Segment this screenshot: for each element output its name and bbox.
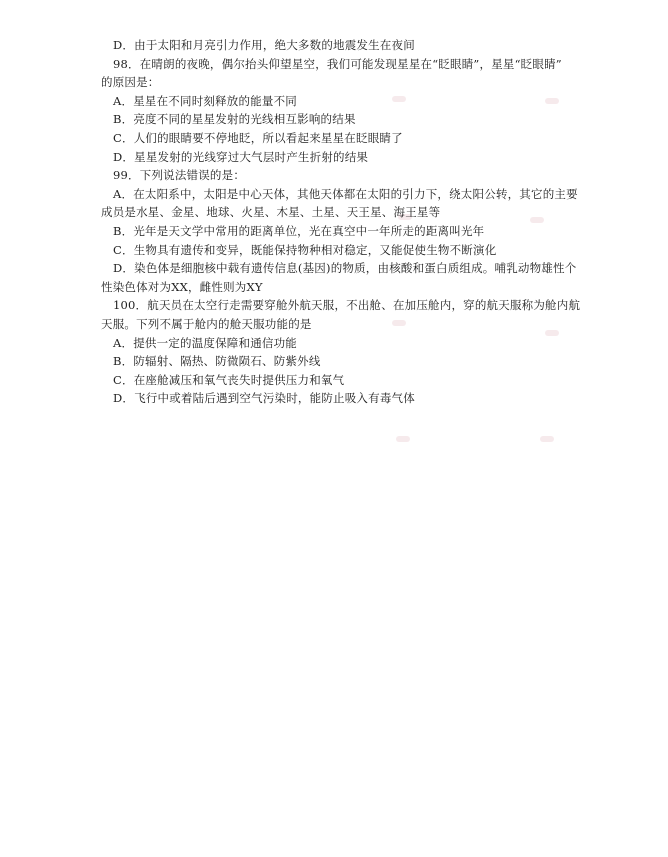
watermark-mark xyxy=(540,436,554,442)
text-line: D．染色体是细胞核中载有遗传信息(基因)的物质，由核酸和蛋白质组成。哺乳动物雄性个 xyxy=(113,261,577,276)
text-line: C．生物具有遗传和变异，既能保持物种相对稳定，又能促使生物不断演化 xyxy=(113,242,497,257)
text-line: C．在座舱减压和氧气丧失时提供压力和氧气 xyxy=(113,372,345,387)
text-line: 性染色体对为XX，雌性则为XY xyxy=(101,279,263,294)
question-text-block xyxy=(101,36,581,408)
text-line: D．由于太阳和月亮引力作用，绝大多数的地震发生在夜间 xyxy=(113,38,415,52)
text-line: D．飞行中或着陆后遇到空气污染时，能防止吸入有毒气体 xyxy=(113,391,415,406)
text-line: 98．在晴朗的夜晚，偶尔抬头仰望星空，我们可能发现星星在“眨眼睛”，星星“眨眼睛” xyxy=(113,56,562,71)
text-line: D．星星发射的光线穿过大气层时产生折射的结果 xyxy=(113,149,369,164)
text-line: A．星星在不同时刻释放的能量不同 xyxy=(113,93,298,108)
text-line: 天服。下列不属于舱内的舱天服功能的是 xyxy=(101,316,312,331)
text-line: 99．下列说法错误的是： xyxy=(113,168,246,183)
watermark-mark xyxy=(396,436,410,442)
text-line: B．光年是天文学中常用的距离单位，光在真空中一年所走的距离叫光年 xyxy=(113,223,485,238)
text-line: B．防辐射、隔热、防微陨石、防紫外线 xyxy=(113,354,321,369)
text-line: 100．航天员在太空行走需要穿舱外航天服，不出舱、在加压舱内，穿的航天服称为舱内航 xyxy=(113,298,581,313)
text-line: A．在太阳系中，太阳是中心天体，其他天体都在太阳的引力下，绕太阳公转，其它的主要 xyxy=(113,186,578,201)
text-line: 的原因是： xyxy=(101,75,160,90)
text-line: B．亮度不同的星星发射的光线相互影响的结果 xyxy=(113,112,356,127)
text-line: C．人们的眼睛要不停地眨，所以看起来星星在眨眼睛了 xyxy=(113,130,403,145)
text-line: A．提供一定的温度保障和通信功能 xyxy=(113,335,298,350)
text-line: 成员是水星、金星、地球、火星、木星、土星、天王星、海王星等 xyxy=(101,205,441,220)
